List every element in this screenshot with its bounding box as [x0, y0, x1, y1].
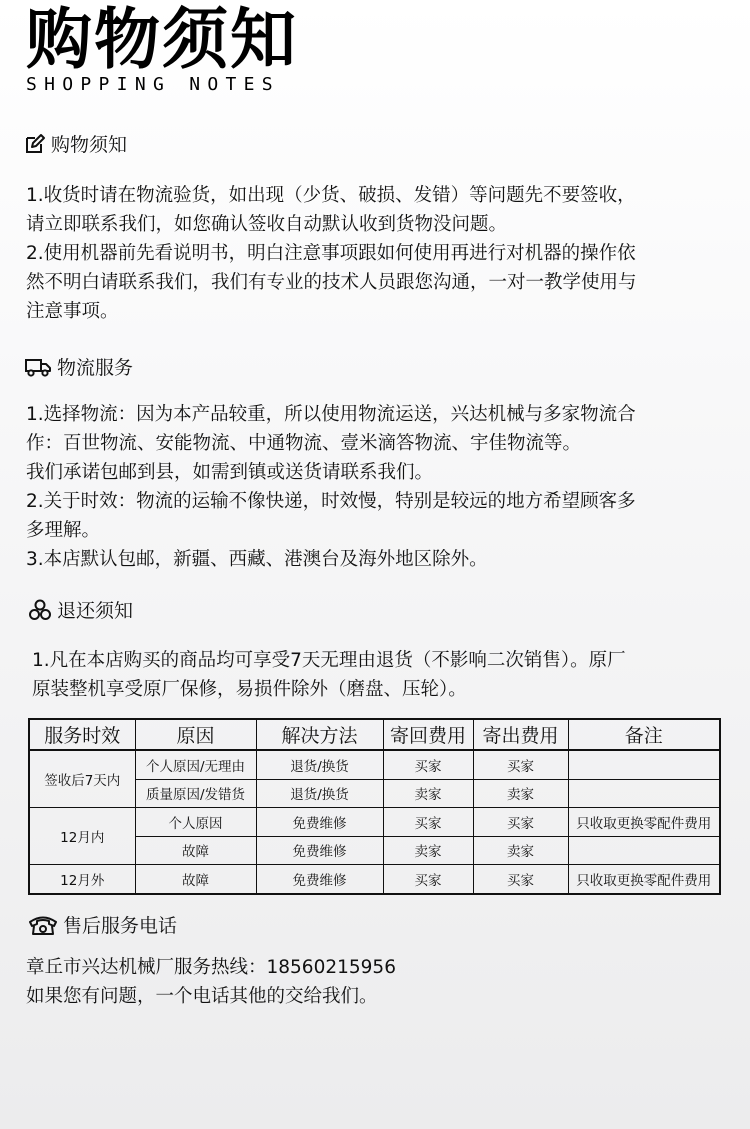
table-row [29, 808, 720, 837]
text-line: 3.本店默认包邮，新疆、西藏、港澳台及海外地区除外。 [26, 549, 488, 570]
returns-text [32, 646, 732, 704]
section-heading-aftersales [28, 911, 177, 938]
reason-cell: 个人原因/无理由 [135, 750, 256, 779]
ship-fee-cell: 卖家 [473, 836, 568, 865]
page-subtitle: SHOPPING NOTES [26, 74, 280, 95]
service-policy-table [28, 718, 721, 895]
text-line: 我们承诺包邮到县，如需到镇或送货请联系我们。 [26, 462, 434, 483]
edit-icon [24, 133, 46, 155]
service-note: 如果您有问题，一个电话其他的交给我们。 [26, 986, 378, 1007]
text-line: 请立即联系我们，如您确认签收自动默认收到货物没问题。 [26, 214, 508, 235]
solution-cell: 免费维修 [256, 836, 383, 865]
reason-cell: 故障 [135, 865, 256, 894]
solution-cell: 退货/换货 [256, 750, 383, 779]
reason-cell: 个人原因 [135, 808, 256, 837]
return-fee-cell: 卖家 [383, 779, 473, 808]
column-header: 原因 [135, 719, 256, 750]
return-fee-cell: 买家 [383, 808, 473, 837]
ship-fee-cell: 卖家 [473, 779, 568, 808]
reason-cell: 质量原因/发错货 [135, 779, 256, 808]
text-line: 注意事项。 [26, 301, 119, 322]
column-header: 寄回费用 [383, 719, 473, 750]
table-header-row [29, 719, 720, 750]
section-title: 退还须知 [57, 600, 134, 622]
section-heading-shopping [24, 130, 127, 157]
ship-fee-cell: 买家 [473, 750, 568, 779]
section-title: 物流服务 [57, 357, 134, 379]
section-title: 售后服务电话 [63, 915, 178, 937]
column-header: 服务时效 [29, 719, 135, 750]
ship-fee-cell: 买家 [473, 808, 568, 837]
logistics-text [26, 400, 726, 574]
text-line: 2.使用机器前先看说明书，明白注意事项跟如何使用再进行对机器的操作依 [26, 243, 636, 264]
ship-fee-cell: 买家 [473, 865, 568, 894]
column-header: 备注 [568, 719, 720, 750]
page-title: 购物须知 [26, 1, 298, 78]
return-fee-cell: 卖家 [383, 836, 473, 865]
remark-cell: 只收取更换零配件费用 [568, 865, 720, 894]
truck-icon [24, 356, 52, 378]
text-line: 1.凡在本店购买的商品均可享受7天无理由退货（不影响二次销售）。原厂 [32, 650, 626, 671]
section-heading-returns [28, 596, 133, 623]
solution-cell: 免费维修 [256, 808, 383, 837]
text-line: 作：百世物流、安能物流、中通物流、壹米滴答物流、宇佳物流等。 [26, 433, 582, 454]
phone-icon [28, 914, 58, 936]
return-fee-cell: 买家 [383, 750, 473, 779]
text-line: 然不明白请联系我们，我们有专业的技术人员跟您沟通，一对一教学使用与 [26, 272, 637, 293]
period-cell: 签收后7天内 [29, 750, 135, 808]
period-cell: 12月内 [29, 808, 135, 865]
table-row [29, 750, 720, 779]
solution-cell: 退货/换货 [256, 779, 383, 808]
remark-cell [568, 836, 720, 865]
text-line: 1.收货时请在物流验货，如出现（少货、破损、发错）等问题先不要签收， [26, 185, 636, 206]
text-line: 原装整机享受原厂保修，易损件除外（磨盘、压轮）。 [32, 679, 467, 700]
period-cell: 12月外 [29, 865, 135, 894]
column-header: 寄出费用 [473, 719, 568, 750]
text-line: 1.选择物流：因为本产品较重，所以使用物流运送，兴达机械与多家物流合 [26, 404, 636, 425]
recycle-icon [28, 598, 52, 622]
service-hotline: 章丘市兴达机械厂服务热线：18560215956 [26, 957, 396, 978]
text-line: 2.关于时效：物流的运输不像快递，时效慢，特别是较远的地方希望顾客多 [26, 491, 636, 512]
table-row [29, 865, 720, 894]
text-line: 多理解。 [26, 520, 101, 541]
remark-cell [568, 779, 720, 808]
remark-cell: 只收取更换零配件费用 [568, 808, 720, 837]
remark-cell [568, 750, 720, 779]
section-heading-logistics [24, 353, 133, 380]
section-title: 购物须知 [51, 134, 128, 156]
return-fee-cell: 买家 [383, 865, 473, 894]
shopping-notes-text [26, 181, 726, 326]
reason-cell: 故障 [135, 836, 256, 865]
column-header: 解决方法 [256, 719, 383, 750]
solution-cell: 免费维修 [256, 865, 383, 894]
